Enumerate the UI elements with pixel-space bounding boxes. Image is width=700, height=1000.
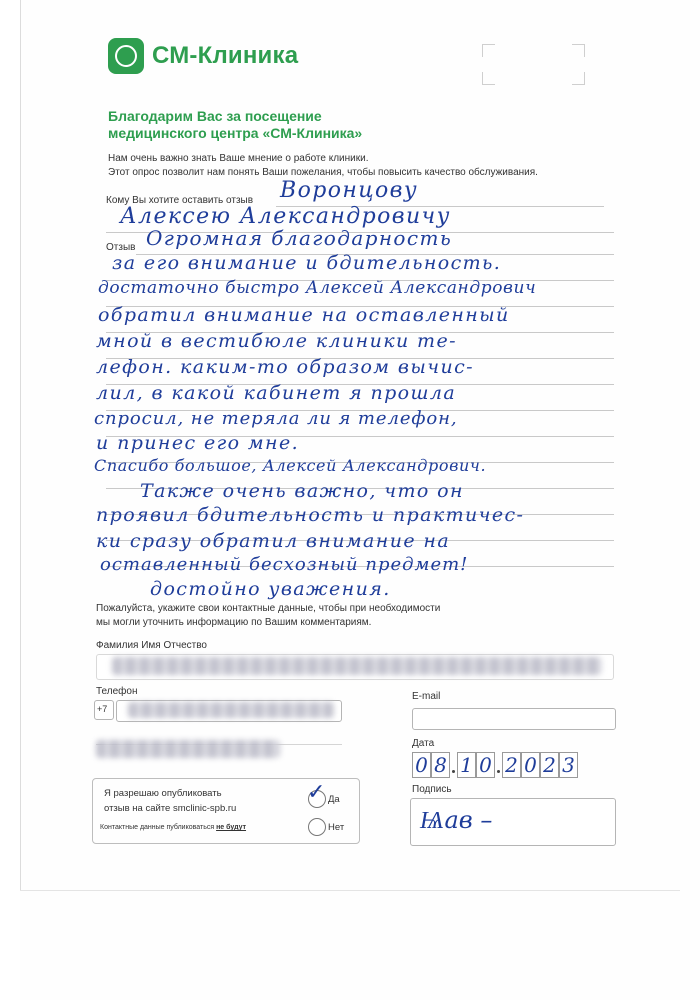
review-handwriting: Огромная благодарность — [146, 226, 453, 250]
review-handwriting: Спасибо большое, Алексей Александрович. — [94, 456, 487, 475]
date-digit-box[interactable]: 8 — [431, 752, 450, 778]
contact-redacted — [96, 740, 280, 758]
recipient-handwriting: Алексею Александровичу — [120, 204, 451, 229]
consent-text-line: отзыв на сайте smclinic-spb.ru — [104, 803, 237, 814]
consent-yes-checkmark: ✓ — [307, 780, 327, 805]
consent-no-radio[interactable] — [308, 818, 326, 836]
review-handwriting: достойно уважения. — [150, 578, 391, 600]
corner-mark — [572, 44, 585, 57]
sheet-bottom-edge — [20, 890, 680, 891]
signature-label: Подпись — [412, 784, 452, 795]
phone-label: Телефон — [96, 686, 138, 697]
review-handwriting: спросил, не теряла ли я телефон, — [94, 408, 458, 429]
signature-handwriting: Ѩав – — [420, 806, 493, 834]
review-handwriting: Также очень важно, что он — [140, 480, 464, 502]
date-digit-box[interactable]: 0 — [412, 752, 431, 778]
date-separator — [452, 770, 455, 773]
sheet-left-edge — [20, 0, 21, 890]
review-handwriting: ки сразу обратил внимание на — [96, 530, 451, 552]
fio-redacted — [112, 657, 602, 675]
consent-footnote-text: Контактные данные публиковаться — [100, 824, 217, 831]
review-handwriting: и принес его мне. — [96, 432, 300, 454]
review-handwriting: проявил бдительность и практичес- — [96, 504, 525, 526]
clinic-logo-text: СМ-Клиника — [152, 42, 299, 69]
date-separator — [497, 770, 500, 773]
contact-note-line: мы могли уточнить информацию по Вашим комментариям. — [96, 617, 372, 628]
date-digit-box[interactable]: 0 — [521, 752, 540, 778]
review-handwriting: за его внимание и бдительность. — [112, 252, 502, 274]
recipient-label: Кому Вы хотите оставить отзыв — [106, 195, 254, 206]
review-handwriting: оставленный бесхозный предмет! — [100, 554, 469, 575]
form-title-line: Благодарим Вас за посещение — [108, 108, 322, 124]
email-field[interactable] — [412, 708, 616, 730]
consent-footnote — [100, 824, 246, 831]
consent-text-line: Я разрешаю опубликовать — [104, 788, 222, 799]
review-handwriting: обратил внимание на оставленный — [98, 304, 510, 326]
date-label: Дата — [412, 738, 435, 749]
date-digit-box[interactable]: 1 — [457, 752, 476, 778]
date-digit-box[interactable]: 2 — [502, 752, 521, 778]
form-intro-line: Нам очень важно знать Ваше мнение о работе клиники. — [108, 153, 369, 164]
corner-mark — [482, 44, 495, 57]
form-title-line: медицинского центра «СМ-Клиника» — [108, 125, 363, 141]
date-digit-box[interactable]: 2 — [540, 752, 559, 778]
review-handwriting: достаточно быстро Алексей Александрович — [98, 278, 537, 298]
contact-note — [96, 602, 440, 630]
form-intro-line: Этот опрос позволит нам понять Ваши пожелания, чтобы повысить качество обслуживания. — [108, 167, 538, 178]
review-label: Отзыв — [106, 242, 136, 253]
contact-note-line: Пожалуйста, укажите свои контактные данные, чтобы при необходимости — [96, 603, 441, 614]
corner-mark — [482, 72, 495, 85]
review-handwriting: лефон. каким-то образом вычис- — [96, 356, 474, 378]
form-intro — [108, 152, 538, 180]
email-label: E-mail — [412, 691, 441, 702]
consent-no-label: Нет — [328, 822, 345, 833]
date-digit-box[interactable]: 0 — [476, 752, 495, 778]
fio-label: Фамилия Имя Отчество — [96, 640, 207, 651]
recipient-handwriting: Воронцову — [280, 178, 418, 203]
review-handwriting: мной в вестибюле клиники те- — [96, 330, 457, 352]
phone-prefix: +7 — [97, 704, 108, 714]
date-digit-box[interactable]: 3 — [559, 752, 578, 778]
form-title — [108, 108, 362, 142]
consent-yes-label: Да — [328, 794, 340, 805]
phone-redacted — [128, 702, 334, 718]
clinic-logo-icon — [108, 38, 144, 74]
review-handwriting: лил, в какой кабинет я прошла — [96, 382, 457, 404]
corner-mark — [572, 72, 585, 85]
consent-footnote-emphasis: не будут — [216, 824, 247, 831]
